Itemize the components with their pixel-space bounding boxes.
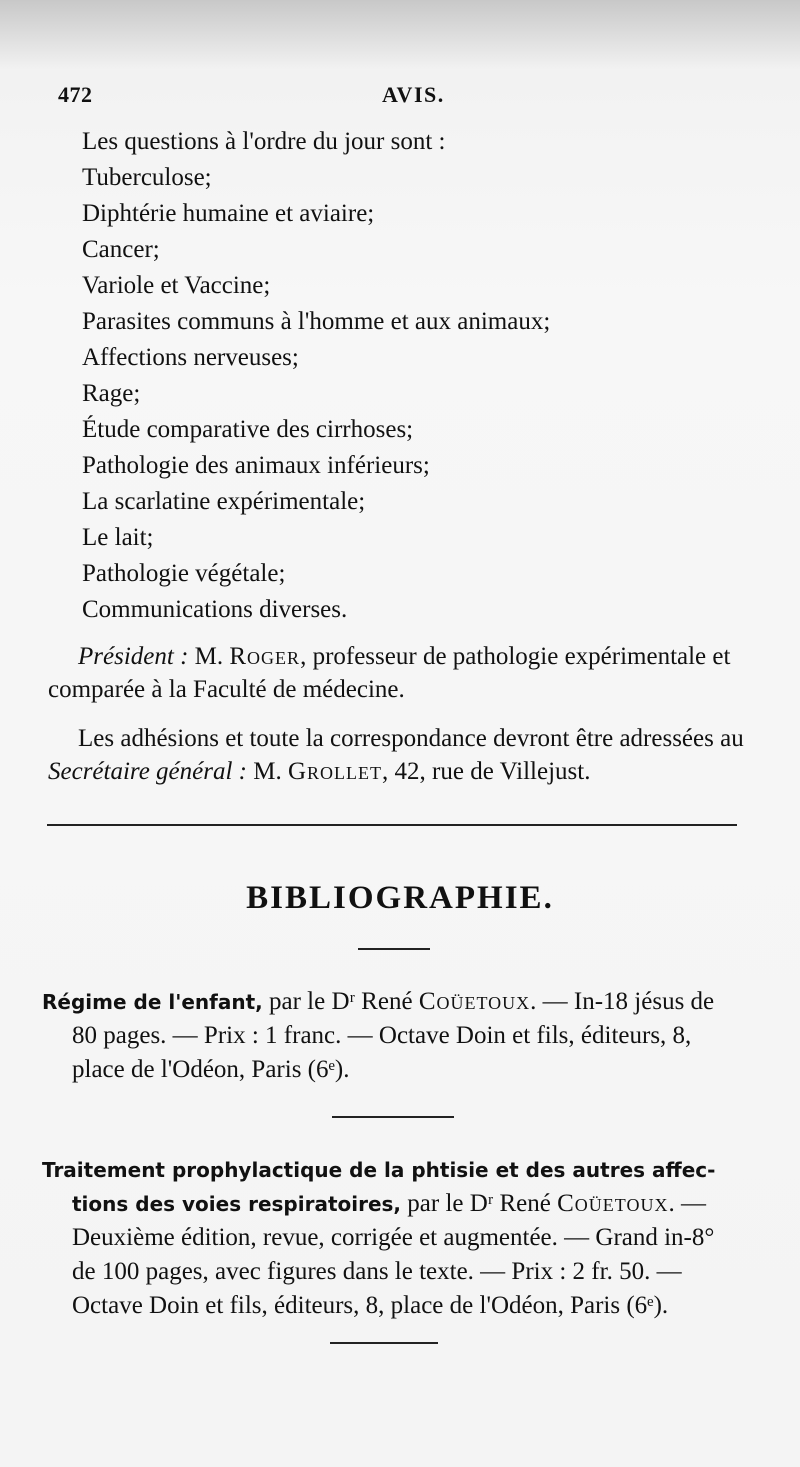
entry-separator: [332, 1116, 454, 1118]
entry-publisher: Octave Doin et fils, éditeurs, 8, place de l'Odéon, Paris (6ᵉ).: [72, 1292, 669, 1319]
entry-details: 80 pages. — Prix : 1 franc. — Octave Doin et fils, éditeurs, 8,: [72, 1022, 692, 1049]
entry-edition: Deuxième édition, revue, corrigée et augmentée. — Grand in-8°: [72, 1224, 715, 1251]
entry-publisher: place de l'Odéon, Paris (6ᵉ).: [72, 1056, 350, 1083]
closing-rule: [330, 1342, 438, 1344]
president-text-line2: comparée à la Faculté de médecine.: [48, 676, 405, 703]
agenda-intro: Les questions à l'ordre du jour sont :: [82, 128, 446, 155]
agenda-item: Cancer;: [82, 236, 160, 263]
entry-title-continued: tions des voies respiratoires,: [72, 1192, 402, 1216]
correspondence-line1: Les adhésions et toute la correspondance devront être adressées au: [78, 725, 744, 752]
entry-author: Coüetoux: [418, 988, 531, 1015]
agenda-item: Tuberculose;: [82, 164, 212, 191]
entry-details: de 100 pages, avec figures dans le texte. — Prix : 2 fr. 50. —: [72, 1258, 682, 1285]
secretary-prefix: M.: [253, 758, 282, 785]
agenda-item: Étude comparative des cirrhoses;: [82, 416, 414, 443]
page-number: 472: [58, 82, 93, 107]
agenda-list: [0, 125, 800, 629]
president-paragraph: [48, 640, 753, 706]
agenda-item: Pathologie végétale;: [82, 560, 286, 587]
bibliography-entry: [42, 1153, 750, 1323]
agenda-item: Diphtérie humaine et aviaire;: [82, 200, 375, 227]
agenda-item: Parasites communs à l'homme et aux animaux;: [82, 308, 551, 335]
entry-title: Traitement prophylactique de la phtisie et des autres affec-: [42, 1158, 716, 1182]
agenda-item: Communications diverses.: [82, 596, 348, 623]
bibliography-entry: [42, 985, 750, 1087]
running-title: AVIS.: [382, 82, 445, 107]
entry-title: Régime de l'enfant,: [42, 990, 263, 1014]
title-rule: [358, 948, 430, 950]
entry-format: . — In-18 jésus de: [530, 988, 715, 1015]
agenda-item: Le lait;: [82, 524, 154, 551]
section-title: BIBLIOGRAPHIE.: [246, 880, 554, 916]
agenda-item: La scarlatine expérimentale;: [82, 488, 366, 515]
president-prefix: M.: [194, 643, 224, 670]
agenda-item: Pathologie des animaux inférieurs;: [82, 452, 430, 479]
agenda-item: Affections nerveuses;: [82, 344, 299, 371]
president-name: Roger: [229, 643, 301, 670]
entry-byline: par le Dʳ René: [401, 1190, 558, 1217]
section-divider: [47, 824, 737, 826]
entry-dash: . —: [668, 1190, 706, 1217]
entry-byline: par le Dʳ René: [262, 988, 419, 1015]
president-text-line1: , professeur de pathologie expérimentale et: [300, 643, 731, 670]
president-label: Président :: [78, 643, 189, 670]
agenda-item: Rage;: [82, 380, 141, 407]
agenda-item: Variole et Vaccine;: [82, 272, 271, 299]
secretary-label: Secrétaire général :: [48, 758, 247, 785]
correspondence-paragraph: [48, 722, 753, 788]
secretary-name: Grollet: [287, 758, 383, 785]
entry-author: Coüetoux: [557, 1190, 669, 1217]
secretary-address: , 42, rue de Villejust.: [382, 758, 591, 785]
